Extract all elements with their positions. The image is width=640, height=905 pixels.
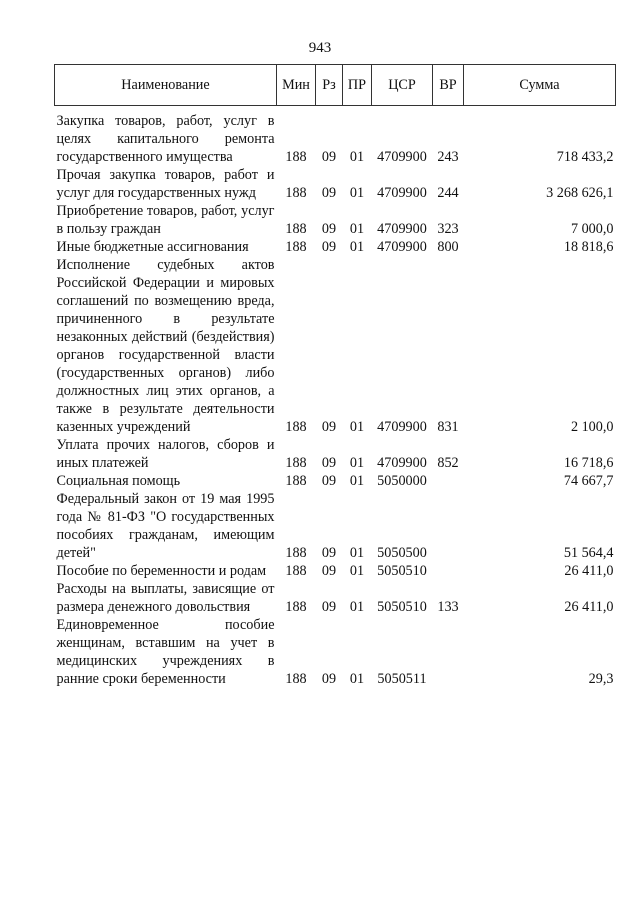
row-section: 09: [321, 671, 337, 687]
row-section: 09: [321, 221, 337, 237]
row-expense-type: [433, 616, 464, 688]
row-subsection: 01: [349, 671, 365, 687]
row-expense-type: 243: [437, 149, 459, 165]
row-subsection: 01: [349, 419, 365, 435]
row-name: Расходы на выплаты, зависящие от размера денежного довольствия: [56, 581, 275, 615]
row-amount: 718 433,2: [556, 149, 614, 165]
row-section: 09: [321, 563, 337, 579]
row-name: Пособие по беременности и родам: [56, 563, 267, 579]
table-row: [55, 112, 616, 166]
row-target: 5050000: [377, 473, 427, 489]
row-name: Исполнение судебных актов Российской Федерации и мировых соглашений по возмещению вреда, причиненного в результате незаконных действий (бездействия) органов государственной власти (государственных органов) либо должностных лиц этих органов, а также в результате деятельности казенных учреждений: [56, 257, 275, 435]
table-row: [55, 616, 616, 688]
row-target: 4709900: [377, 455, 427, 471]
row-name: Закупка товаров, работ, услуг в целях капитального ремонта государственного имущества: [56, 113, 275, 165]
row-subsection: 01: [349, 599, 365, 615]
row-expense-type: 800: [437, 239, 459, 255]
row-amount: 51 564,4: [563, 545, 614, 561]
table-row: [55, 436, 616, 472]
header-amount: Сумма: [464, 65, 616, 106]
row-expense-type: 323: [437, 221, 459, 237]
row-ministry: 188: [285, 419, 307, 435]
row-amount: 18 818,6: [563, 239, 614, 255]
row-section: 09: [321, 239, 337, 255]
row-target: 4709900: [377, 239, 427, 255]
table-header-row: [55, 65, 616, 106]
row-subsection: 01: [349, 455, 365, 471]
row-target: 4709900: [377, 149, 427, 165]
row-name: Социальная помощь: [56, 473, 181, 489]
table-row: [55, 490, 616, 562]
row-amount: 29,3: [588, 671, 614, 687]
table-row: [55, 256, 616, 436]
row-name: Федеральный закон от 19 мая 1995 года № 81-ФЗ "О государственных пособиях гражданам, имеющим детей": [56, 491, 275, 561]
header-target: ЦСР: [372, 65, 433, 106]
row-amount: 74 667,7: [563, 473, 614, 489]
row-target: 5050511: [377, 671, 427, 687]
row-ministry: 188: [285, 221, 307, 237]
row-expense-type: [433, 472, 464, 490]
row-section: 09: [321, 599, 337, 615]
header-name: Наименование: [55, 65, 277, 106]
table-row: [55, 580, 616, 616]
header-expense-type: ВР: [433, 65, 464, 106]
row-ministry: 188: [285, 473, 307, 489]
row-name: Единовременное пособие женщинам, вставшим на учет в медицинских учреждениях в ранние сроки беременности: [56, 617, 275, 687]
row-subsection: 01: [349, 473, 365, 489]
row-amount: 16 718,6: [563, 455, 614, 471]
row-subsection: 01: [349, 545, 365, 561]
header-section: Рз: [316, 65, 343, 106]
row-subsection: 01: [349, 563, 365, 579]
row-section: 09: [321, 455, 337, 471]
row-ministry: 188: [285, 599, 307, 615]
row-expense-type: [433, 490, 464, 562]
row-expense-type: 831: [437, 419, 459, 435]
table-row: [55, 472, 616, 490]
row-section: 09: [321, 419, 337, 435]
row-expense-type: 852: [437, 455, 459, 471]
row-ministry: 188: [285, 185, 307, 201]
page-number: 943: [308, 40, 332, 56]
row-section: 09: [321, 149, 337, 165]
budget-table: [54, 64, 616, 688]
row-subsection: 01: [349, 239, 365, 255]
row-expense-type: 133: [437, 599, 459, 615]
row-subsection: 01: [349, 149, 365, 165]
row-target: 4709900: [377, 221, 427, 237]
table-row: [55, 238, 616, 256]
row-target: 5050500: [377, 545, 427, 561]
row-amount: 26 411,0: [564, 599, 614, 615]
row-subsection: 01: [349, 185, 365, 201]
row-amount: 2 100,0: [570, 419, 614, 435]
row-subsection: 01: [349, 221, 365, 237]
row-name: Уплата прочих налогов, сборов и иных платежей: [56, 437, 275, 471]
row-ministry: 188: [285, 239, 307, 255]
table-row: [55, 202, 616, 238]
row-section: 09: [321, 185, 337, 201]
table-row: [55, 166, 616, 202]
row-target: 4709900: [377, 419, 427, 435]
row-expense-type: 244: [437, 185, 459, 201]
row-expense-type: [433, 562, 464, 580]
row-ministry: 188: [285, 671, 307, 687]
row-section: 09: [321, 545, 337, 561]
row-target: 5050510: [377, 563, 427, 579]
row-target: 4709900: [377, 185, 427, 201]
row-ministry: 188: [285, 545, 307, 561]
table-row: [55, 562, 616, 580]
row-amount: 7 000,0: [570, 221, 614, 237]
header-ministry: Мин: [277, 65, 316, 106]
row-amount: 26 411,0: [564, 563, 614, 579]
row-section: 09: [321, 473, 337, 489]
row-ministry: 188: [285, 455, 307, 471]
row-name: Прочая закупка товаров, работ и услуг для государственных нужд: [56, 167, 275, 201]
row-ministry: 188: [285, 149, 307, 165]
row-target: 5050510: [377, 599, 427, 615]
header-subsection: ПР: [343, 65, 372, 106]
row-ministry: 188: [285, 563, 307, 579]
row-name: Иные бюджетные ассигнования: [56, 239, 249, 255]
row-name: Приобретение товаров, работ, услуг в пользу граждан: [56, 203, 275, 237]
row-amount: 3 268 626,1: [546, 185, 614, 201]
